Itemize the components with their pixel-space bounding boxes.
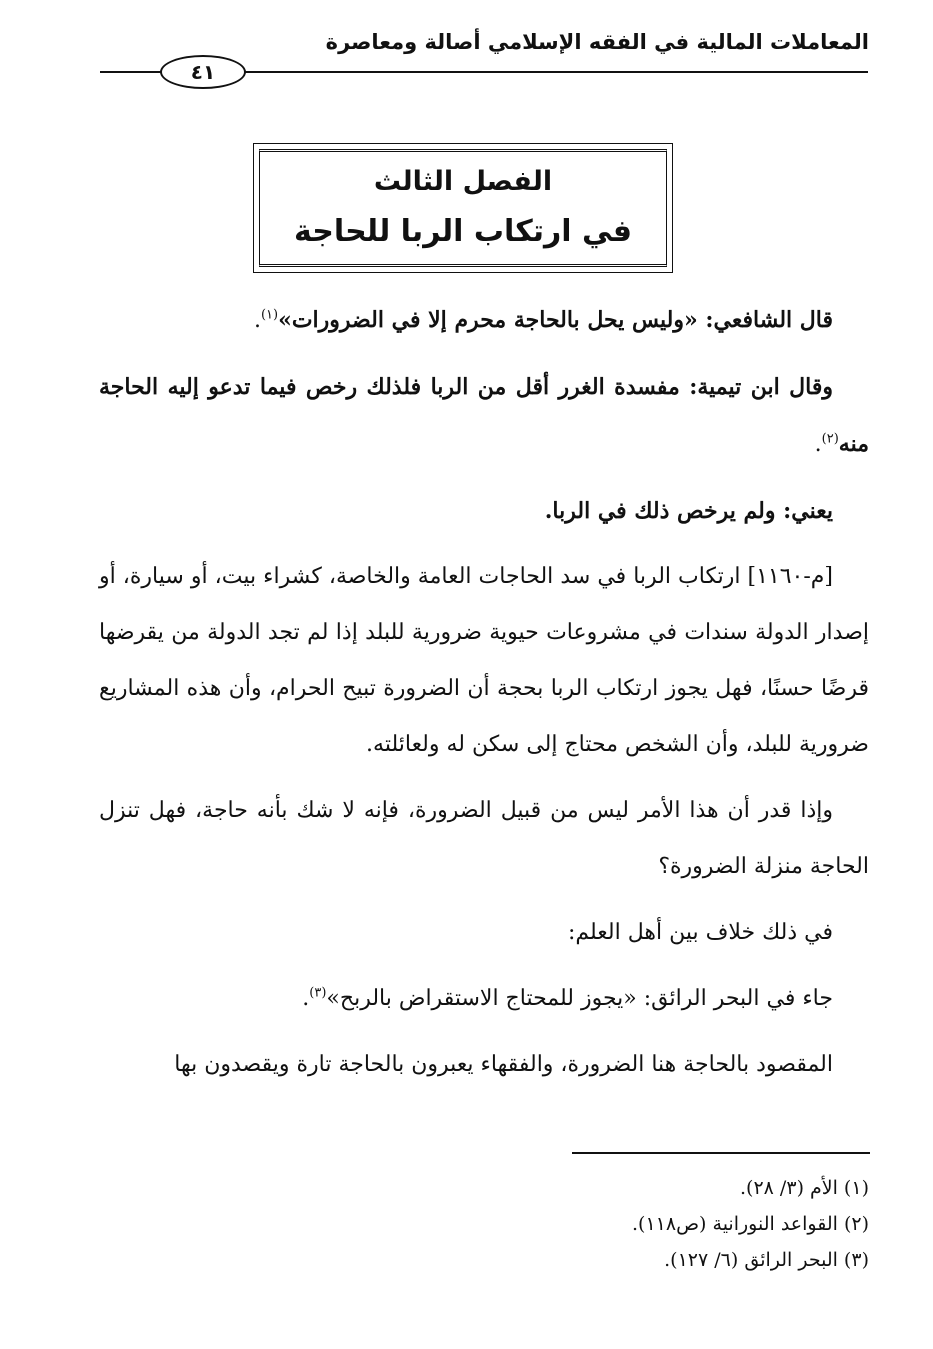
paragraph-text: وقال ابن تيمية: مفسدة الغرر أقل من الربا فلذلك رخص فيما تدعو إليه الحاجة منه <box>99 374 869 457</box>
running-title: المعاملات المالية في الفقه الإسلامي أصالة ومعاصرة <box>325 30 869 54</box>
body-text <box>99 292 869 1103</box>
paragraph-end: . <box>814 432 822 457</box>
paragraph-end: . <box>302 986 310 1011</box>
page-number-oval <box>160 55 246 89</box>
paragraph-shafii-quote <box>99 292 869 349</box>
footnote-1: (١) الأم (٣/ ٢٨). <box>740 1177 869 1199</box>
paragraph-end: . <box>253 308 261 333</box>
chapter-title: الفصل الثالث <box>373 166 553 197</box>
paragraph-meaning: يعني: ولم يرخص ذلك في الربا. <box>544 498 833 524</box>
paragraph-issue-1160: [م-١١٦٠] ارتكاب الربا في سد الحاجات العامة والخاصة، كشراء بيت، أو سيارة، أو إصدار الدولة سندات في مشروعات حيوية ضرورية للبلد إذا لم تجد الدولة من يقرضها قرضًا حسنًا، فهل يجوز ارتكاب الربا بحجة أن الضرورة تبيح الحرام، وأن هذه المشاريع ضرورية للبلد، وأن الشخص محتاج إلى سكن له ولعائلته. <box>99 564 869 757</box>
paragraph-intended-meaning: المقصود بالحاجة هنا الضرورة، والفقهاء يعبرون بالحاجة تارة ويقصدون بها <box>174 1052 833 1077</box>
footnote-ref-1: (١) <box>260 307 279 323</box>
footnote-3: (٣) البحر الرائق (٦/ ١٢٧). <box>664 1249 869 1271</box>
paragraph-bahr-quote <box>99 971 869 1027</box>
paragraph-disagreement: في ذلك خلاف بين أهل العلم: <box>567 920 833 945</box>
footnote-ref-2: (٢) <box>821 431 839 447</box>
footnote-2: (٢) القواعد النورانية (ص١١٨). <box>632 1213 869 1235</box>
paragraph-text: جاء في البحر الرائق: «يجوز للمحتاج الاستقراض بالربح» <box>326 986 833 1011</box>
chapter-title-box <box>253 143 673 273</box>
paragraph-need-vs-necessity: وإذا قدر أن هذا الأمر ليس من قبيل الضرورة، فإنه لا شك بأنه حاجة، فهل تنزل الحاجة منزلة الضرورة؟ <box>99 798 869 879</box>
paragraph-text: قال الشافعي: «وليس يحل بالحاجة محرم إلا في الضرورات» <box>278 307 833 333</box>
page-number: ٤١ <box>190 60 216 84</box>
paragraph-ibn-taymiyyah <box>99 359 869 473</box>
footnote-ref-3: (٣) <box>309 985 327 1001</box>
chapter-subtitle: في ارتكاب الربا للحاجة <box>294 214 632 249</box>
footnotes <box>99 1170 869 1278</box>
chapter-title-frame <box>259 149 667 267</box>
footnote-rule <box>572 1152 870 1154</box>
